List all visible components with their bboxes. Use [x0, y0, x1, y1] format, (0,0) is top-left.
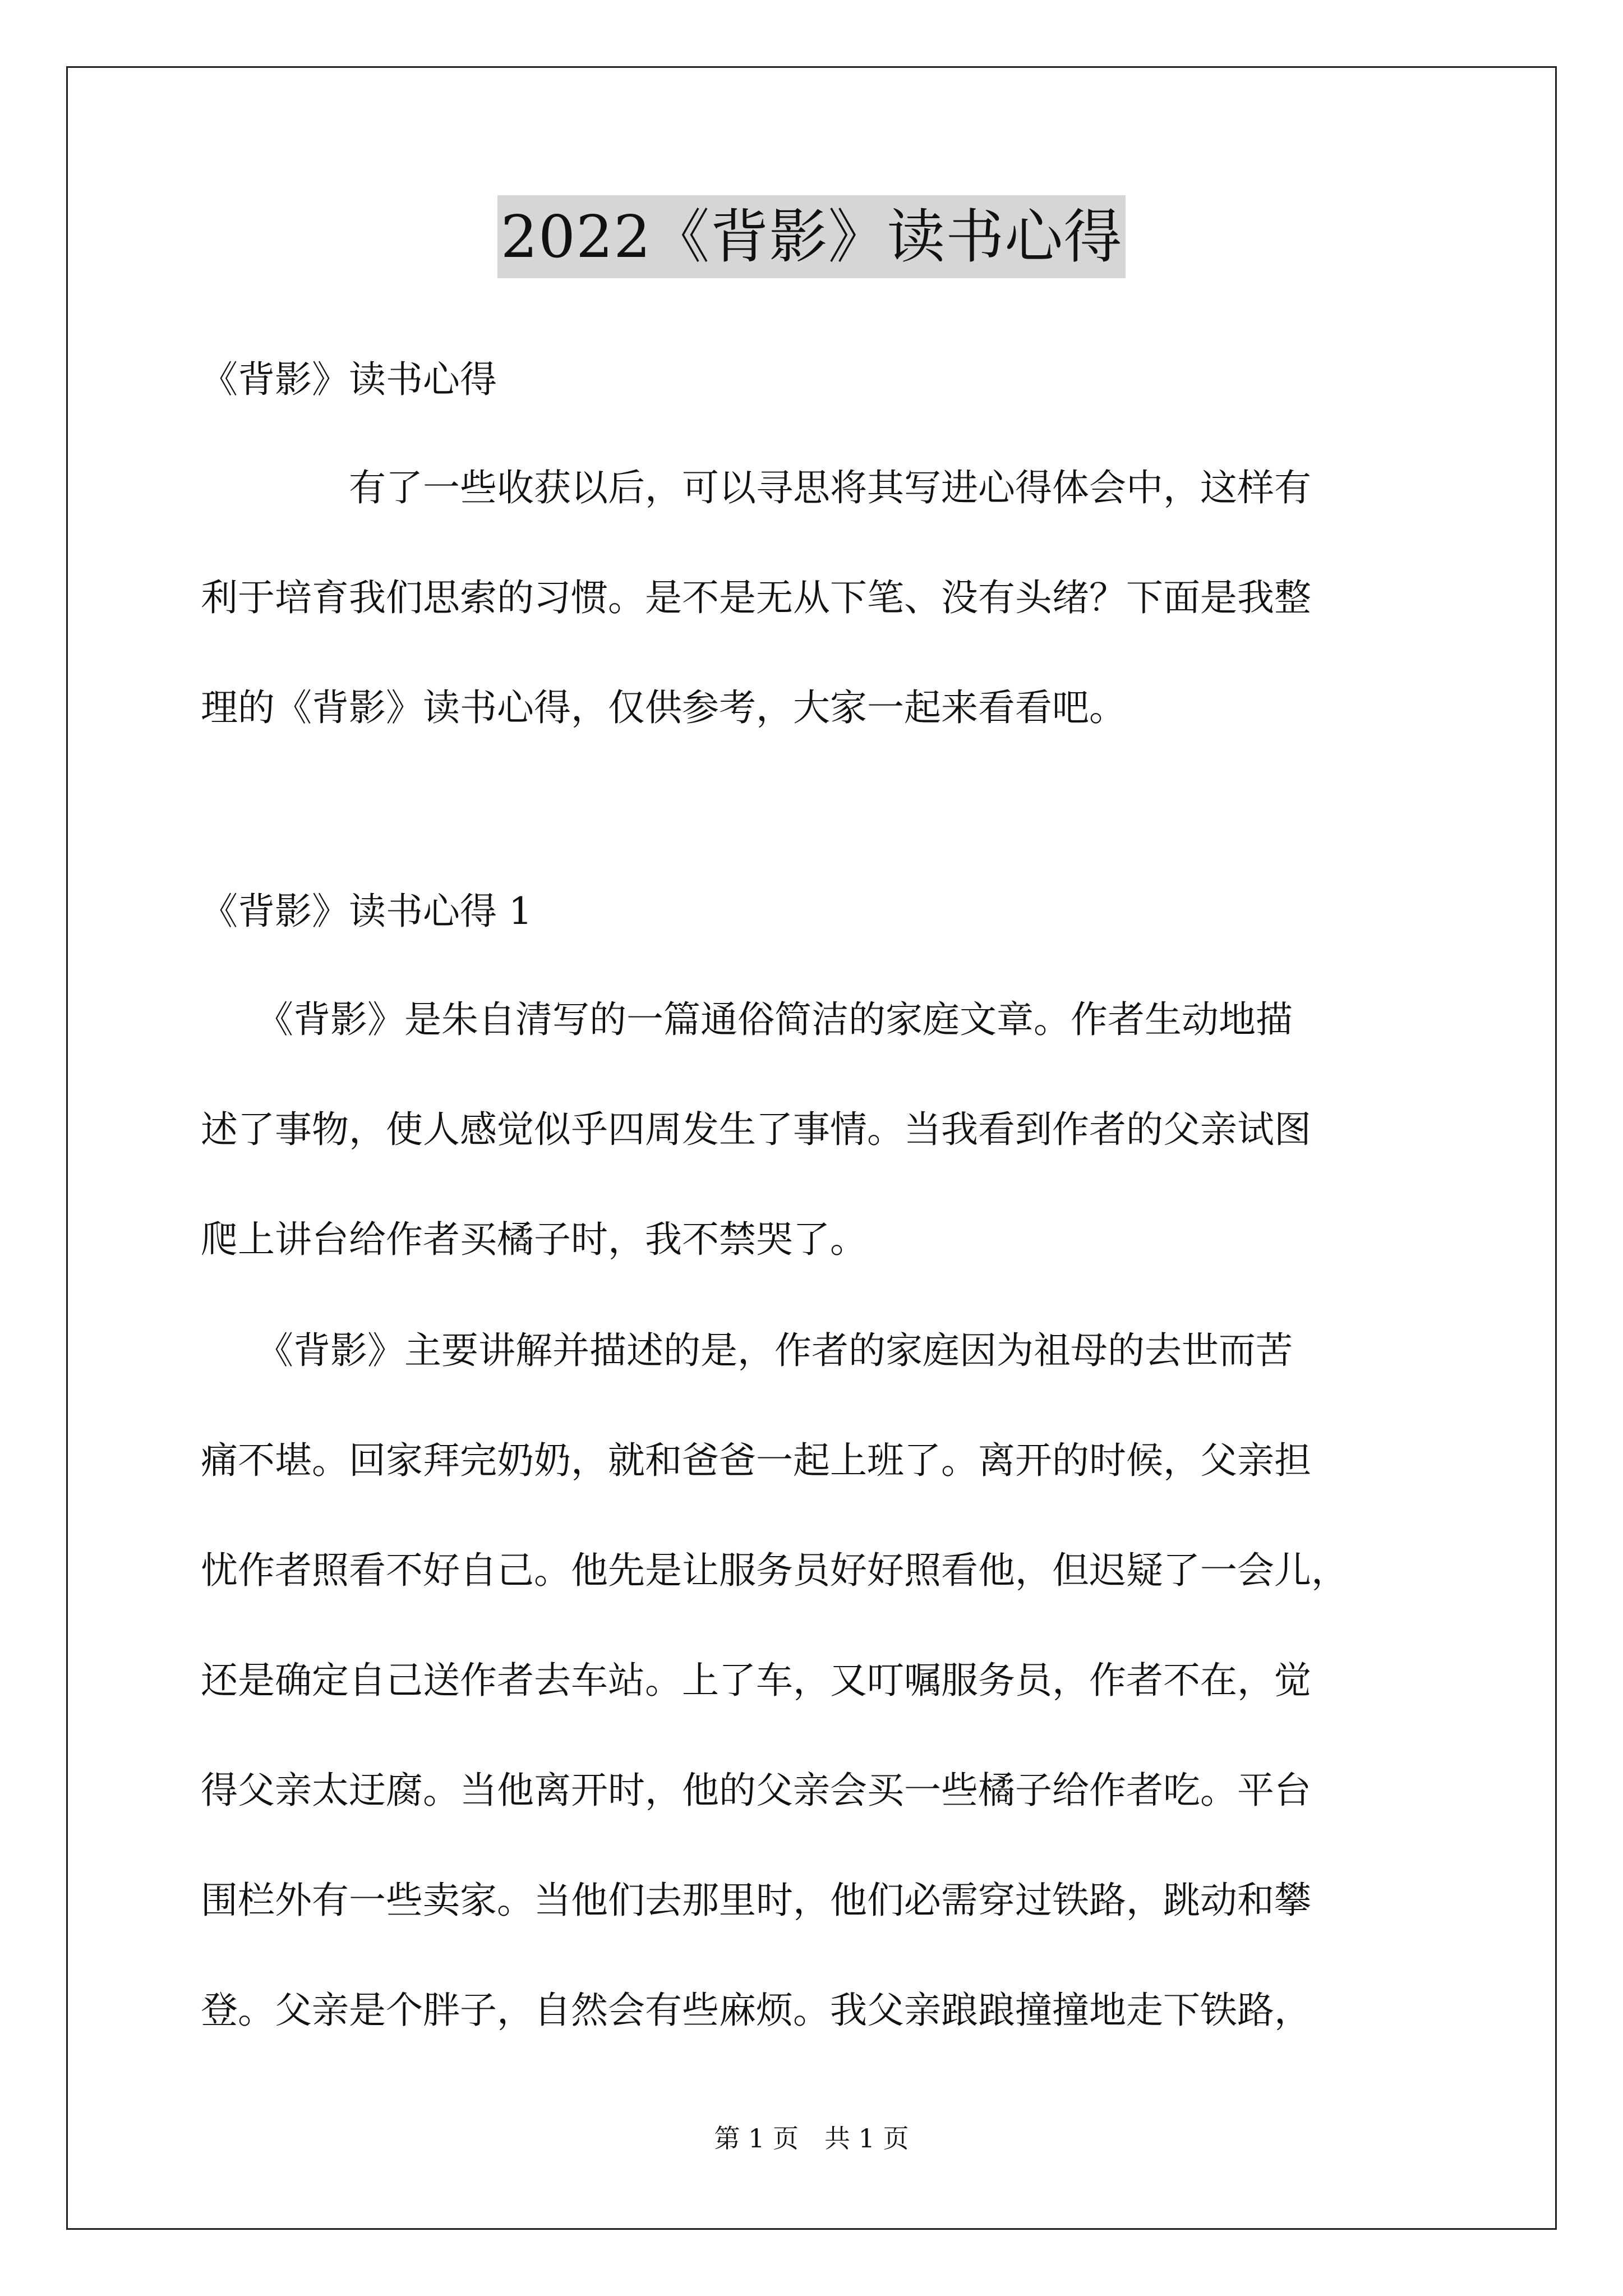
- paragraph-line: 利于培育我们思索的习惯。是不是无从下笔、没有头绪？下面是我整: [201, 576, 1311, 619]
- section-heading: 《背影》读书心得: [201, 358, 497, 401]
- paragraph-line: 《背影》是朱自清写的一篇通俗简洁的家庭文章。作者生动地描: [201, 998, 1293, 1041]
- paragraph-line: 登。父亲是个胖子，自然会有些麻烦。我父亲踉踉撞撞地走下铁路，: [201, 1989, 1311, 2032]
- intro-paragraph: [201, 433, 1435, 763]
- paragraph-line: 述了事物，使人感觉似乎四周发生了事情。当我看到作者的父亲试图: [201, 1108, 1311, 1151]
- page-footer: 第 1 页 共 1 页: [714, 2123, 909, 2154]
- section-heading: 《背影》读书心得 1: [201, 890, 532, 933]
- paragraph-line: 爬上讲台给作者买橘子时，我不禁哭了。: [201, 1218, 867, 1261]
- paragraph-line: 理的《背影》读书心得，仅供参考，大家一起来看看吧。: [201, 686, 1126, 729]
- paragraph-line: 还是确定自己送作者去车站。上了车，又叮嘱服务员，作者不在，觉: [201, 1659, 1311, 1702]
- title-container: [0, 195, 1623, 278]
- paragraph-line: 《背影》主要讲解并描述的是，作者的家庭因为祖母的去世而苦: [201, 1329, 1293, 1372]
- paragraph-line: 痛不堪。回家拜完奶奶，就和爸爸一起上班了。离开的时候，父亲担: [201, 1439, 1311, 1482]
- paragraph-line: 忧作者照看不好自己。他先是让服务员好好照看他，但迟疑了一会儿，: [201, 1549, 1348, 1592]
- document-title: 2022《背影》读书心得: [497, 195, 1126, 278]
- paragraph-line: 围栏外有一些卖家。当他们去那里时，他们必需穿过铁路，跳动和攀: [201, 1879, 1311, 1922]
- paragraph-line: 得父亲太迂腐。当他离开时，他的父亲会买一些橘子给作者吃。平台: [201, 1769, 1311, 1812]
- body-paragraph: [201, 965, 1435, 1295]
- body-paragraph: [201, 1296, 1435, 2065]
- paragraph-line: 有了一些收获以后，可以寻思将其写进心得体会中，这样有: [201, 466, 1311, 509]
